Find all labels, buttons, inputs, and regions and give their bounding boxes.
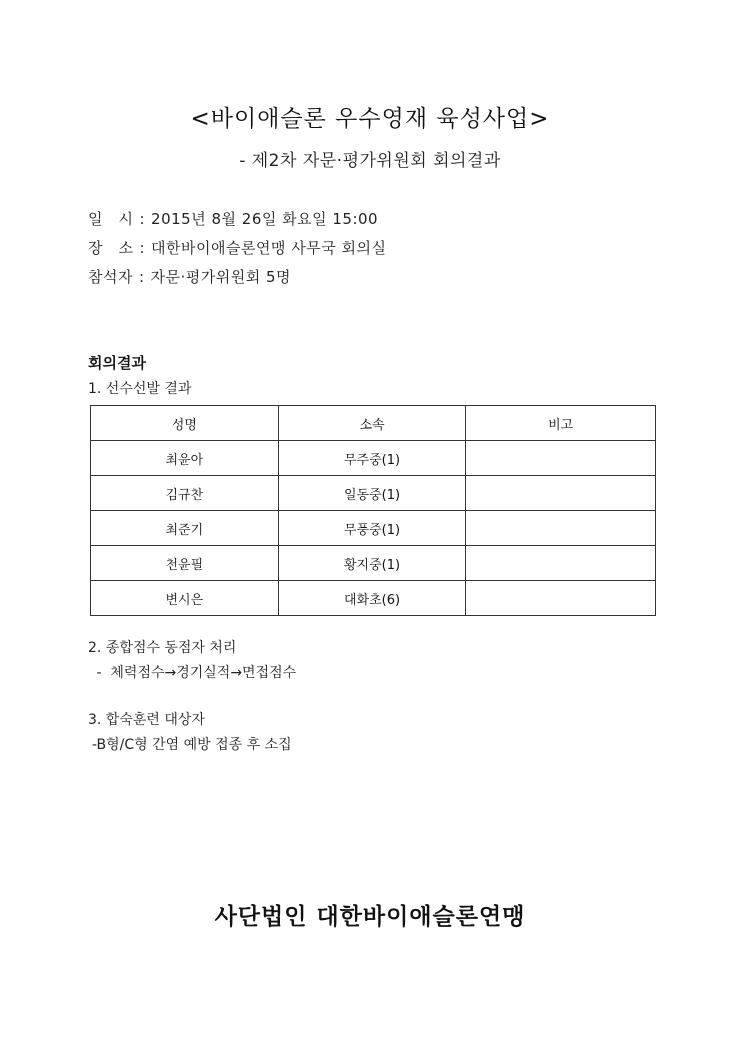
header-affiliation: 소속 — [278, 406, 466, 441]
info-attendees-value: 자문·평가위원회 5명 — [150, 268, 292, 286]
info-attendees: 참석자 : 자문·평가위원회 5명 — [88, 268, 292, 286]
cell-affiliation: 대화초(6) — [278, 581, 466, 616]
item-1-heading: 1. 선수선발 결과 — [88, 381, 192, 397]
selection-table — [90, 405, 656, 616]
table-row — [91, 511, 656, 546]
cell-remarks — [466, 546, 656, 581]
cell-affiliation: 일동중(1) — [278, 476, 466, 511]
info-place-value: 대한바이애슬론연맹 사무국 회의실 — [151, 239, 387, 257]
section-heading: 회의결과 — [88, 354, 146, 372]
item-3-heading: 3. 합숙훈련 대상자 — [88, 712, 205, 728]
info-place-label: 장 소 — [88, 239, 134, 257]
table-row — [91, 546, 656, 581]
table-header-row — [91, 406, 656, 441]
cell-remarks — [466, 441, 656, 476]
info-attendees-label: 참석자 — [88, 268, 133, 286]
header-name: 성명 — [91, 406, 279, 441]
table-row — [91, 441, 656, 476]
cell-name: 변시은 — [91, 581, 279, 616]
info-date: 일 시 : 2015년 8월 26일 화요일 15:00 — [88, 210, 379, 228]
cell-remarks — [466, 511, 656, 546]
info-place: 장 소 : 대한바이애슬론연맹 사무국 회의실 — [88, 239, 387, 257]
cell-name: 김규찬 — [91, 476, 279, 511]
cell-remarks — [466, 476, 656, 511]
cell-affiliation: 황지중(1) — [278, 546, 466, 581]
cell-remarks — [466, 581, 656, 616]
cell-name: 최준기 — [91, 511, 279, 546]
header-remarks: 비고 — [466, 406, 656, 441]
item-2-heading: 2. 종합점수 동점자 처리 — [88, 640, 237, 656]
cell-affiliation: 무풍중(1) — [278, 511, 466, 546]
cell-name: 천윤필 — [91, 546, 279, 581]
organization-name: 사단법인 대한바이애슬론연맹 — [214, 904, 526, 930]
document-title: <바이애슬론 우수영재 육성사업> — [190, 106, 550, 132]
info-date-label: 일 시 — [88, 210, 134, 228]
item-2-detail: - 체력점수→경기실적→면접점수 — [92, 665, 297, 681]
cell-affiliation: 무주중(1) — [278, 441, 466, 476]
item-3-detail: -B형/C형 간염 예방 접종 후 소집 — [92, 737, 292, 753]
info-date-value: 2015년 8월 26일 화요일 15:00 — [151, 210, 379, 228]
table-row — [91, 581, 656, 616]
table-row — [91, 476, 656, 511]
cell-name: 최윤아 — [91, 441, 279, 476]
document-subtitle: - 제2차 자문·평가위원회 회의결과 — [239, 151, 501, 171]
